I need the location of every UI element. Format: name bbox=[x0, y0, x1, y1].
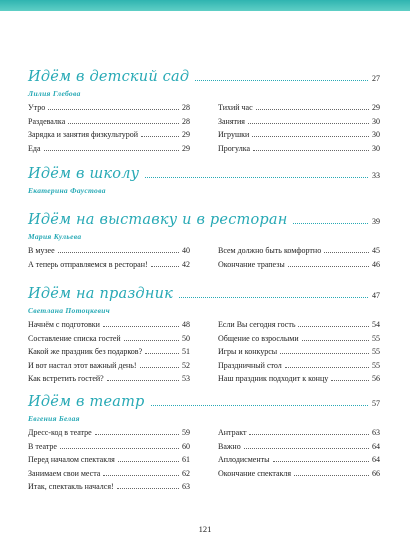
toc-entry[interactable] bbox=[218, 103, 380, 117]
entry-label: Занимаем свои места bbox=[28, 468, 101, 478]
entry-page-number: 30 bbox=[372, 116, 380, 126]
leader-dots bbox=[68, 123, 179, 124]
entry-columns bbox=[28, 428, 380, 496]
entry-label: Начнём с подготовки bbox=[28, 320, 100, 329]
toc-entry[interactable] bbox=[218, 428, 380, 442]
toc-section bbox=[28, 69, 380, 157]
toc-entry[interactable] bbox=[28, 320, 190, 334]
toc-entry[interactable] bbox=[218, 246, 380, 260]
section-author: Светлана Потоцкевич bbox=[28, 306, 111, 315]
entry-label: А теперь отправляемся в ресторан! bbox=[28, 259, 148, 269]
toc-entry[interactable] bbox=[218, 469, 380, 483]
entry-page-number: 29 bbox=[182, 143, 190, 153]
section-author: Лилия Глебова bbox=[28, 89, 81, 98]
entry-columns bbox=[28, 320, 380, 388]
entry-page-number: 54 bbox=[372, 320, 380, 329]
page-number: 121 bbox=[198, 524, 212, 534]
entry-page-number: 56 bbox=[372, 374, 380, 383]
entry-label: Всем должно быть комфортно bbox=[218, 246, 322, 255]
entry-columns bbox=[28, 246, 380, 273]
section-author: Мария Кульева bbox=[28, 232, 82, 241]
entry-page-number: 55 bbox=[372, 360, 380, 370]
section-heading[interactable] bbox=[28, 394, 380, 412]
toc-entry[interactable] bbox=[218, 361, 380, 375]
section-page-number: 47 bbox=[372, 291, 380, 300]
toc-entry[interactable] bbox=[28, 482, 190, 496]
entry-label: Раздевалка bbox=[28, 116, 66, 126]
entry-page-number: 59 bbox=[182, 428, 190, 437]
toc-entry[interactable] bbox=[218, 374, 380, 388]
entry-page-number: 30 bbox=[372, 130, 380, 139]
entry-label: Если Вы сегодня гость bbox=[218, 320, 296, 329]
leader-dots bbox=[117, 488, 179, 489]
entry-page-number: 29 bbox=[182, 130, 190, 139]
entry-label: И вот настал этот важный день! bbox=[28, 360, 137, 370]
section-heading[interactable] bbox=[28, 212, 380, 230]
leader-dots bbox=[103, 475, 179, 476]
toc-entry[interactable] bbox=[28, 117, 190, 131]
entry-label: Общение со взрослыми bbox=[218, 333, 299, 343]
leader-dots bbox=[273, 461, 370, 462]
toc-section bbox=[28, 286, 380, 388]
toc-section bbox=[28, 166, 380, 195]
entry-page-number: 66 bbox=[372, 468, 380, 478]
entry-page-number: 64 bbox=[372, 455, 380, 464]
entry-label: Какой же праздник без подарков? bbox=[28, 347, 143, 356]
entry-label: Окончание спектакля bbox=[218, 468, 292, 478]
entry-page-number: 46 bbox=[372, 259, 380, 269]
leader-dots bbox=[294, 475, 369, 476]
entry-column-right bbox=[218, 428, 380, 496]
toc-entry[interactable] bbox=[218, 334, 380, 348]
leader-dots bbox=[103, 326, 179, 327]
toc-entry[interactable] bbox=[28, 428, 190, 442]
leader-dots bbox=[48, 109, 179, 110]
toc-entry[interactable] bbox=[28, 103, 190, 117]
toc-entry[interactable] bbox=[218, 455, 380, 469]
entry-label: Дресс-код в театре bbox=[28, 428, 92, 437]
leader-dots bbox=[256, 109, 369, 110]
leader-dots bbox=[145, 353, 179, 354]
toc-entry[interactable] bbox=[218, 117, 380, 131]
leader-dots bbox=[280, 353, 369, 354]
entry-column-right bbox=[218, 320, 380, 388]
top-color-band bbox=[0, 0, 410, 11]
entry-column-left bbox=[28, 428, 190, 496]
entry-page-number: 52 bbox=[182, 360, 190, 370]
toc-entry[interactable] bbox=[28, 334, 190, 348]
toc-entry[interactable] bbox=[218, 347, 380, 361]
leader-dots bbox=[44, 150, 179, 151]
entry-page-number: 51 bbox=[182, 347, 190, 356]
section-page-number: 57 bbox=[372, 399, 380, 408]
leader-dots bbox=[331, 380, 369, 381]
leader-dots bbox=[195, 80, 368, 81]
toc-entry[interactable] bbox=[218, 260, 380, 274]
entry-label: Составление списка гостей bbox=[28, 333, 121, 343]
entry-label: Игрушки bbox=[218, 130, 250, 139]
entry-page-number: 29 bbox=[372, 103, 380, 112]
entry-page-number: 62 bbox=[182, 468, 190, 478]
toc-entry[interactable] bbox=[28, 144, 190, 158]
section-title: Идём в театр bbox=[28, 394, 145, 410]
entry-column-left bbox=[28, 246, 190, 273]
leader-dots bbox=[285, 367, 369, 368]
entry-label: Игры и конкурсы bbox=[218, 347, 278, 356]
entry-page-number: 64 bbox=[372, 441, 380, 451]
leader-dots bbox=[124, 340, 179, 341]
entry-page-number: 55 bbox=[372, 333, 380, 343]
entry-label: Утро bbox=[28, 103, 46, 112]
toc-entry[interactable] bbox=[28, 469, 190, 483]
entry-label: Наш праздник подходит к концу bbox=[218, 374, 329, 383]
section-page-number: 27 bbox=[372, 74, 380, 83]
entry-label: Перед началом спектакля bbox=[28, 455, 115, 464]
toc-entry[interactable] bbox=[218, 320, 380, 334]
leader-dots bbox=[141, 136, 179, 137]
section-heading[interactable] bbox=[28, 69, 380, 87]
entry-page-number: 60 bbox=[182, 441, 190, 451]
entry-label: В музее bbox=[28, 246, 55, 255]
leader-dots bbox=[249, 434, 369, 435]
section-title: Идём в детский сад bbox=[28, 69, 190, 85]
section-author: Евгения Белая bbox=[28, 414, 80, 423]
entry-label: Как встретить гостей? bbox=[28, 374, 104, 383]
toc-entry[interactable] bbox=[28, 374, 190, 388]
section-page-number: 39 bbox=[372, 217, 380, 226]
leader-dots bbox=[248, 123, 369, 124]
entry-page-number: 42 bbox=[182, 259, 190, 269]
leader-dots bbox=[140, 367, 179, 368]
leader-dots bbox=[60, 448, 179, 449]
leader-dots bbox=[145, 177, 368, 178]
section-title: Идём на выставку и в ресторан bbox=[28, 212, 288, 228]
entry-label: Зарядка и занятия физкультурой bbox=[28, 130, 139, 139]
entry-page-number: 63 bbox=[182, 482, 190, 491]
toc-entry[interactable] bbox=[218, 442, 380, 456]
leader-dots bbox=[95, 434, 179, 435]
toc-entry[interactable] bbox=[218, 144, 380, 158]
entry-label: Тихий час bbox=[218, 103, 253, 112]
entry-column-right bbox=[218, 246, 380, 273]
toc-entry[interactable] bbox=[28, 347, 190, 361]
toc-entry[interactable] bbox=[218, 130, 380, 144]
entry-page-number: 55 bbox=[372, 347, 380, 356]
entry-label: Еда bbox=[28, 143, 41, 153]
leader-dots bbox=[107, 380, 179, 381]
leader-dots bbox=[288, 266, 369, 267]
leader-dots bbox=[58, 252, 179, 253]
section-title: Идём на праздник bbox=[28, 286, 173, 302]
entry-label: Занятия bbox=[218, 116, 245, 126]
leader-dots bbox=[298, 326, 369, 327]
entry-page-number: 30 bbox=[372, 143, 380, 153]
entry-columns bbox=[28, 103, 380, 157]
entry-label: Важно bbox=[218, 441, 241, 451]
toc-entry[interactable] bbox=[28, 455, 190, 469]
section-author: Екатерина Фаустова bbox=[28, 186, 106, 195]
toc-entry[interactable] bbox=[28, 246, 190, 260]
entry-page-number: 45 bbox=[372, 246, 380, 255]
toc-entry[interactable] bbox=[28, 260, 190, 274]
entry-page-number: 48 bbox=[182, 320, 190, 329]
leader-dots bbox=[118, 461, 179, 462]
entry-label: Антракт bbox=[218, 428, 247, 437]
toc-section bbox=[28, 394, 380, 496]
toc-entry[interactable] bbox=[28, 361, 190, 375]
entry-page-number: 40 bbox=[182, 246, 190, 255]
entry-label: Праздничный стол bbox=[218, 360, 282, 370]
entry-page-number: 28 bbox=[182, 103, 190, 112]
entry-column-right bbox=[218, 103, 380, 157]
section-heading[interactable] bbox=[28, 166, 380, 184]
leader-dots bbox=[151, 266, 179, 267]
entry-label: Окончание трапезы bbox=[218, 259, 285, 269]
leader-dots bbox=[179, 297, 368, 298]
leader-dots bbox=[302, 340, 369, 341]
entry-page-number: 53 bbox=[182, 374, 190, 383]
entry-column-left bbox=[28, 103, 190, 157]
leader-dots bbox=[253, 150, 369, 151]
toc-entry[interactable] bbox=[28, 130, 190, 144]
leader-dots bbox=[244, 448, 369, 449]
entry-label: Прогулка bbox=[218, 143, 251, 153]
section-title: Идём в школу bbox=[28, 166, 140, 182]
entry-page-number: 28 bbox=[182, 116, 190, 126]
entry-label: Аплодисменты bbox=[218, 455, 270, 464]
leader-dots bbox=[151, 405, 368, 406]
section-page-number: 33 bbox=[372, 171, 380, 180]
entry-column-left bbox=[28, 320, 190, 388]
toc-section bbox=[28, 212, 380, 273]
leader-dots bbox=[293, 223, 368, 224]
entry-page-number: 63 bbox=[372, 428, 380, 437]
entry-page-number: 50 bbox=[182, 333, 190, 343]
entry-label: Итак, спектакль начался! bbox=[28, 482, 114, 491]
entry-page-number: 61 bbox=[182, 455, 190, 464]
leader-dots bbox=[252, 136, 369, 137]
entry-label: В театре bbox=[28, 441, 57, 451]
section-heading[interactable] bbox=[28, 286, 380, 304]
leader-dots bbox=[324, 252, 369, 253]
toc-entry[interactable] bbox=[28, 442, 190, 456]
